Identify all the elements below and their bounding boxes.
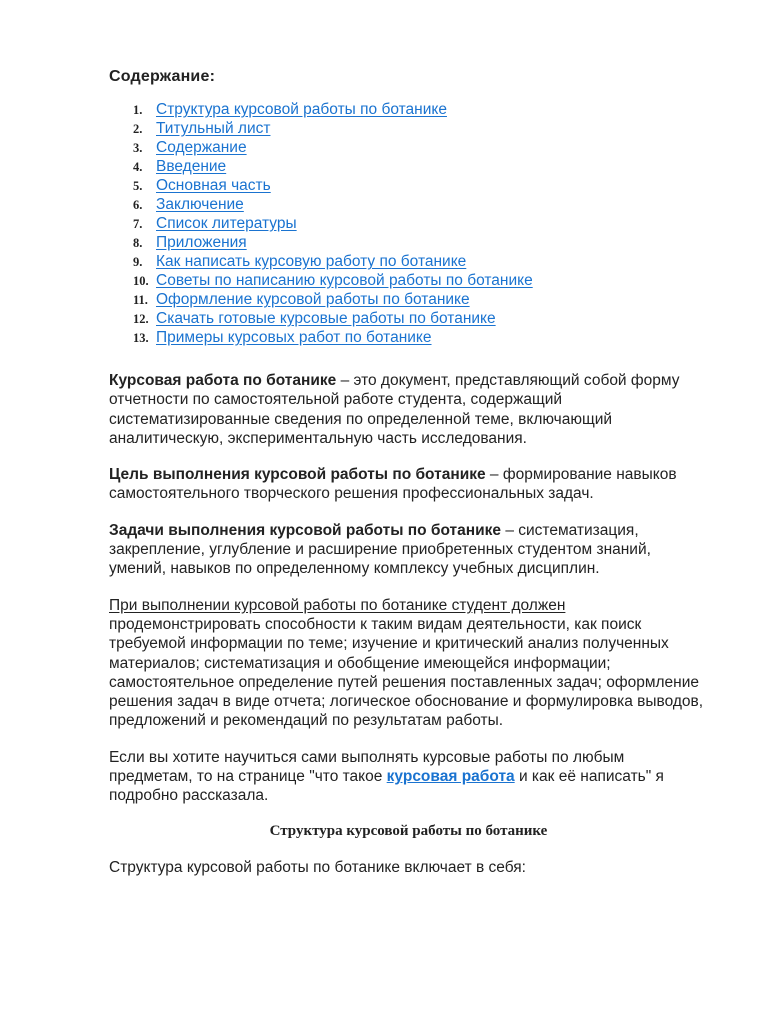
tasks-paragraph	[109, 521, 708, 579]
toc-item	[109, 195, 708, 214]
reference-text-before: Если вы хотите научиться сами выполнять курсовые работы по любым предметам, то на странице "что такое	[109, 748, 625, 786]
toc-item	[109, 176, 708, 195]
toc-link[interactable]: Основная часть	[156, 177, 271, 194]
toc-item	[109, 157, 708, 176]
definition-term: Курсовая работа по ботанике	[109, 372, 337, 389]
structure-intro-paragraph: Структура курсовой работы по ботанике включает в себя:	[109, 858, 526, 876]
toc-item	[109, 119, 708, 138]
skills-underlined-lead: При выполнении курсовой работы по ботанике студент должен	[109, 596, 566, 614]
toc-item-number: 4.	[133, 160, 143, 174]
toc-item-number: 8.	[133, 236, 143, 250]
reference-text-after: и как её написать" я подробно рассказала.	[109, 768, 664, 805]
skills-text: продемонстрировать способности к таким видам деятельности, как поиск требуемой информации по теме; изучение и критический анализ полученных материалов; систематизация и обобщение имеющейся информации; самостоятельное определение путей решения поставленных задач; оформление решения задач в виде отчета; логическое обоснование и формулировка выводов, предложений и рекомендаций по результатам работы.	[109, 615, 704, 730]
toc-item-number: 5.	[133, 179, 143, 193]
tasks-term: Задачи выполнения курсовой работы по ботанике	[109, 521, 502, 539]
toc-link[interactable]: Приложения	[156, 234, 247, 251]
goal-paragraph	[109, 465, 708, 504]
toc-link[interactable]: Введение	[156, 158, 227, 175]
toc-item-number: 13.	[133, 331, 149, 345]
toc-link[interactable]: Скачать готовые курсовые работы по ботанике	[156, 310, 496, 327]
toc-item-number: 1.	[133, 103, 143, 117]
toc-item	[109, 328, 708, 347]
coursework-link[interactable]: курсовая работа	[386, 768, 515, 786]
toc-item-number: 9.	[133, 255, 143, 269]
toc-item-number: 2.	[133, 122, 143, 136]
toc-item-number: 6.	[133, 198, 143, 212]
toc-link[interactable]: Содержание	[156, 139, 247, 156]
toc-link[interactable]: Примеры курсовых работ по ботанике	[156, 329, 432, 346]
toc-item	[109, 252, 708, 271]
toc-item-number: 12.	[133, 312, 149, 326]
toc-link[interactable]: Список литературы	[156, 215, 297, 232]
definition-paragraph	[109, 371, 708, 448]
toc-link[interactable]: Как написать курсовую работу по ботанике	[156, 253, 467, 270]
table-of-contents	[109, 100, 708, 347]
toc-item-number: 10.	[133, 274, 149, 288]
toc-link[interactable]: Советы по написанию курсовой работы по ботанике	[156, 272, 533, 289]
tasks-text: – систематизация, закрепление, углубление и расширение приобретенных студентом знаний, умений, навыков по определенному комплексу учебных дисциплин.	[109, 521, 651, 578]
toc-title: Содержание:	[109, 68, 216, 85]
toc-item-number: 7.	[133, 217, 143, 231]
toc-link[interactable]: Заключение	[156, 196, 244, 213]
goal-term: Цель выполнения курсовой работы по ботанике	[109, 466, 486, 484]
toc-link[interactable]: Оформление курсовой работы по ботанике	[156, 291, 470, 308]
toc-item	[109, 271, 708, 290]
reference-paragraph	[109, 748, 708, 806]
definition-text: – это документ, представляющий собой форму отчетности по самостоятельной работе студента, содержащий систематизированные сведения по определенной теме, включающий аналитическую, экспериментальную часть исследования.	[109, 372, 680, 447]
toc-link[interactable]: Титульный лист	[156, 120, 271, 137]
toc-item	[109, 214, 708, 233]
toc-link[interactable]: Структура курсовой работы по ботанике	[156, 101, 447, 118]
toc-item	[109, 233, 708, 252]
toc-item	[109, 309, 708, 328]
goal-text: – формирование навыков самостоятельного творческого решения профессиональных задач.	[109, 466, 677, 503]
toc-item	[109, 100, 708, 119]
toc-item	[109, 138, 708, 157]
skills-paragraph	[109, 596, 708, 731]
toc-item-number: 11.	[133, 293, 148, 307]
toc-item	[109, 290, 708, 309]
section-heading: Структура курсовой работы по ботанике	[269, 822, 548, 839]
toc-item-number: 3.	[133, 141, 143, 155]
